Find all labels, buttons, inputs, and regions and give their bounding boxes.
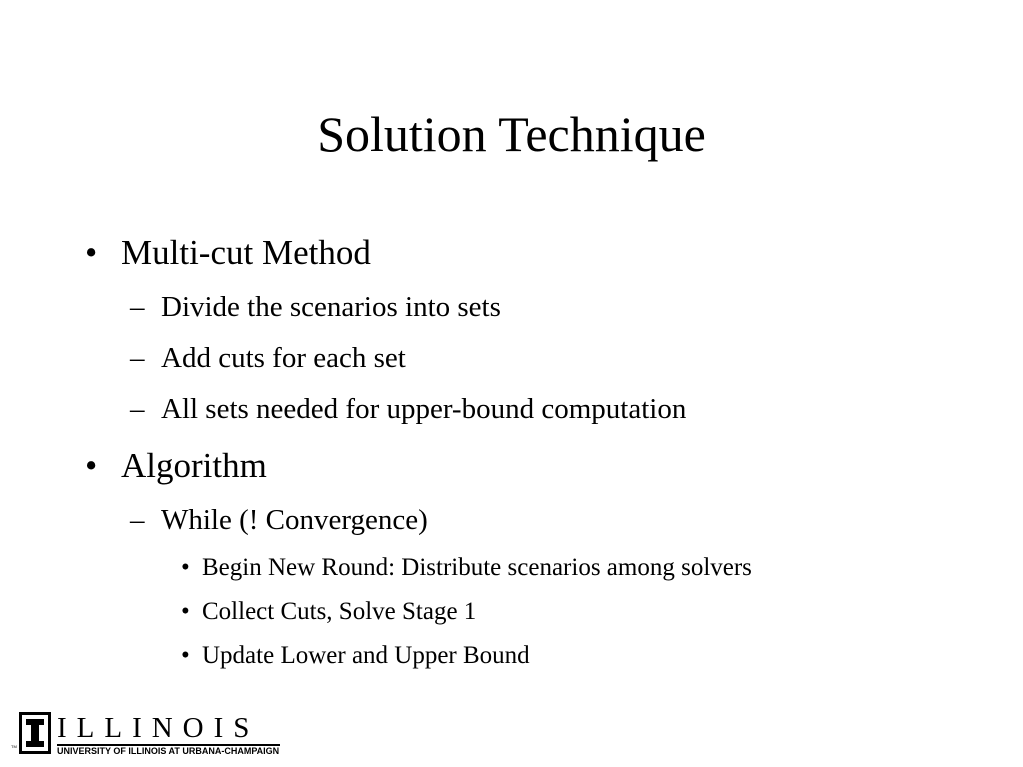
trademark-mark: TM xyxy=(11,744,17,749)
dash-marker: – xyxy=(130,504,145,536)
sub-bullet-text: All sets needed for upper-bound computation xyxy=(161,393,687,425)
sub-bullet-text: Divide the scenarios into sets xyxy=(161,291,501,323)
bullet-text: Multi-cut Method xyxy=(121,233,371,272)
dash-marker: – xyxy=(130,342,145,374)
sub-sub-bullet-text: Begin New Round: Distribute scenarios among solvers xyxy=(202,554,752,581)
dash-marker: – xyxy=(130,393,145,425)
slide-title: Solution Technique xyxy=(317,106,706,162)
sub-bullet-text: While (! Convergence) xyxy=(161,504,428,536)
bullet-marker: • xyxy=(181,598,190,625)
sub-sub-bullet-text: Collect Cuts, Solve Stage 1 xyxy=(202,598,477,625)
logo-subtitle: UNIVERSITY OF ILLINOIS AT URBANA-CHAMPAIGN xyxy=(57,746,280,756)
bullet-marker: • xyxy=(181,554,190,581)
bullet-text: Algorithm xyxy=(121,446,267,485)
dash-marker: – xyxy=(130,291,145,323)
block-i-icon xyxy=(19,712,51,754)
university-logo xyxy=(0,700,300,767)
bullet-marker: • xyxy=(181,642,190,669)
logo-wordmark: ILLINOIS xyxy=(57,712,260,744)
sub-bullet-text: Add cuts for each set xyxy=(161,342,406,374)
bullet-marker: • xyxy=(85,233,98,272)
bullet-marker: • xyxy=(85,446,98,485)
sub-sub-bullet-text: Update Lower and Upper Bound xyxy=(202,642,530,669)
